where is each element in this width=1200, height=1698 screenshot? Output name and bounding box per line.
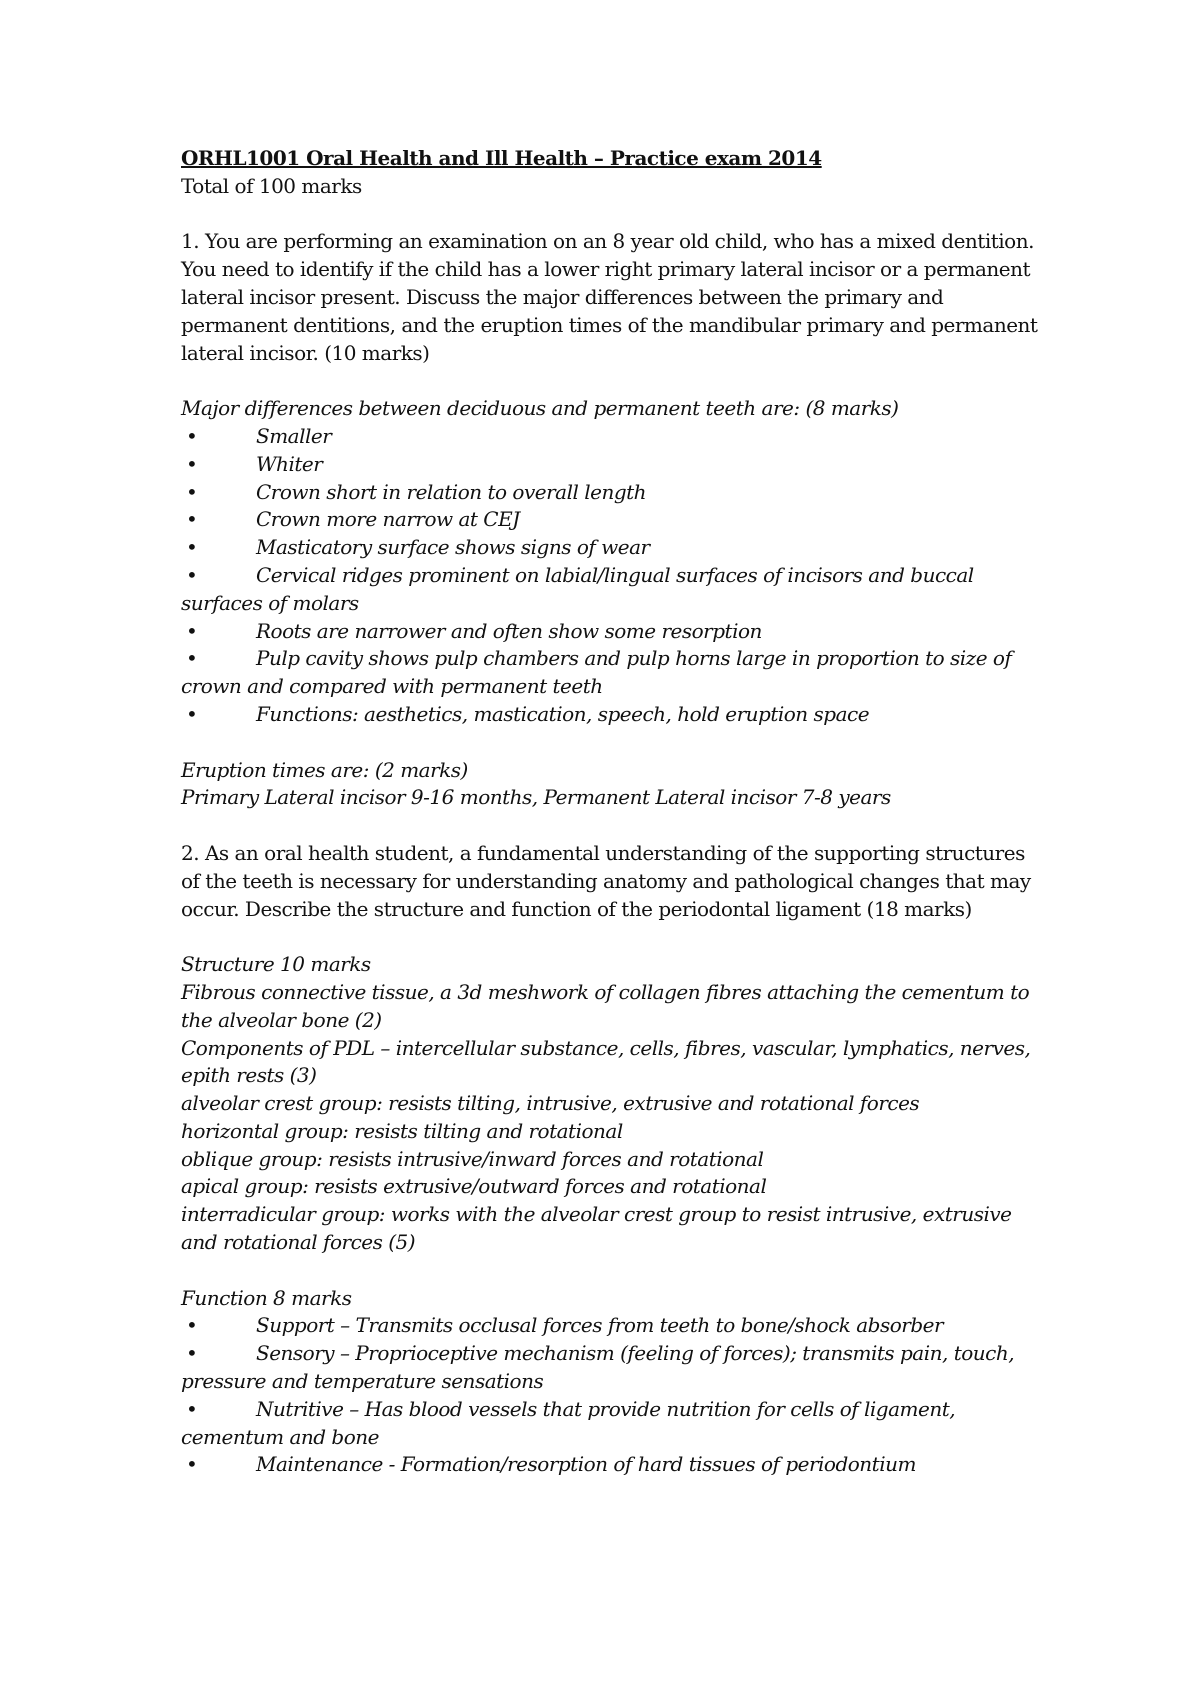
structure-line: apical group: resists extrusive/outward forces and rotational	[181, 1174, 767, 1199]
spacer	[181, 812, 1041, 840]
bullet-icon: •	[186, 535, 198, 560]
structure-line: horizontal group: resists tilting and rotational	[181, 1118, 623, 1143]
difference-item	[181, 562, 1041, 618]
bullet-icon: •	[186, 1396, 198, 1421]
structure-list	[181, 979, 1041, 1257]
structure-line: oblique group: resists intrusive/inward forces and rotational	[181, 1146, 764, 1171]
difference-item-text: Crown short in relation to overall length	[256, 479, 647, 504]
spacer	[181, 729, 1041, 757]
bullet-icon: •	[186, 479, 198, 504]
difference-item-text: Functions: aesthetics, mastication, speech, hold eruption space	[256, 701, 870, 726]
difference-item-text: Smaller	[256, 423, 332, 448]
difference-item-text: Pulp cavity shows pulp chambers and pulp horns large in proportion to size of crown and compared with permanent teeth	[181, 646, 1012, 699]
bullet-icon: •	[186, 562, 198, 587]
difference-item	[181, 423, 1041, 451]
function-item-text: Support – Transmits occlusal forces from teeth to bone/shock absorber	[256, 1313, 944, 1338]
spacer	[181, 201, 1041, 229]
bullet-icon: •	[186, 1452, 198, 1477]
difference-item	[181, 618, 1041, 646]
difference-item	[181, 534, 1041, 562]
bullet-icon: •	[186, 646, 198, 671]
function-item-text: Sensory – Proprioceptive mechanism (feeling of forces); transmits pain, touch, pressure and temperature sensations	[181, 1341, 1015, 1394]
structure-heading: Structure 10 marks	[181, 952, 371, 977]
bullet-icon: •	[186, 1341, 198, 1366]
eruption-answer: Primary Lateral incisor 9-16 months, Permanent Lateral incisor 7-8 years	[181, 785, 891, 810]
spacer	[181, 367, 1041, 395]
spacer	[181, 923, 1041, 951]
difference-item-text: Cervical ridges prominent on labial/lingual surfaces of incisors and buccal surfaces of molars	[181, 562, 974, 615]
bullet-icon: •	[186, 701, 198, 726]
difference-item	[181, 506, 1041, 534]
spacer	[181, 1257, 1041, 1285]
difference-item-text: Crown more narrow at CEJ	[256, 507, 520, 532]
bullet-icon: •	[186, 423, 198, 448]
function-item	[181, 1340, 1041, 1396]
structure-line: Fibrous connective tissue, a 3d meshwork of collagen fibres attaching the cementum to the alveolar bone (2)	[181, 979, 1030, 1032]
total-marks: Total of 100 marks	[181, 173, 362, 198]
difference-item-text: Masticatory surface shows signs of wear	[256, 535, 650, 560]
structure-line: alveolar crest group: resists tilting, intrusive, extrusive and rotational forces	[181, 1091, 920, 1116]
bullet-icon: •	[186, 507, 198, 532]
function-heading: Function 8 marks	[181, 1285, 352, 1310]
eruption-heading: Eruption times are: (2 marks)	[181, 757, 468, 782]
function-item	[181, 1312, 1041, 1340]
differences-heading: Major differences between deciduous and permanent teeth are: (8 marks)	[181, 396, 899, 421]
question-1: 1. You are performing an examination on an 8 year old child, who has a mixed dentition. You need to identify if the child has a lower right primary lateral incisor or a permanent lateral incisor present. Discuss the major differences between the primary and permanent dentitions, and the eruption times of the mandibular primary and permanent lateral incisor. (10 marks)	[181, 229, 1038, 365]
structure-line: Components of PDL – intercellular substance, cells, fibres, vascular, lymphatics, nerves, epith rests (3)	[181, 1035, 1031, 1088]
difference-item-text: Whiter	[256, 451, 323, 476]
difference-item	[181, 701, 1041, 729]
difference-item	[181, 479, 1041, 507]
function-item	[181, 1451, 1041, 1479]
document-title: ORHL1001 Oral Health and Ill Health – Practice exam 2014	[181, 146, 822, 170]
bullet-icon: •	[186, 1313, 198, 1338]
difference-item	[181, 451, 1041, 479]
bullet-icon: •	[186, 618, 198, 643]
function-item	[181, 1396, 1041, 1452]
question-2: 2. As an oral health student, a fundamental understanding of the supporting structures of the teeth is necessary for understanding anatomy and pathological changes that may occur. Describe the structure and function of the periodontal ligament (18 marks)	[181, 840, 1031, 921]
function-item-text: Nutritive – Has blood vessels that provide nutrition for cells of ligament, cementum and bone	[181, 1396, 956, 1449]
differences-list	[181, 423, 1041, 729]
bullet-icon: •	[186, 451, 198, 476]
difference-item	[181, 645, 1041, 701]
structure-line: interradicular group: works with the alveolar crest group to resist intrusive, extrusive and rotational forces (5)	[181, 1202, 1012, 1255]
function-list	[181, 1312, 1041, 1479]
difference-item-text: Roots are narrower and often show some resorption	[256, 618, 762, 643]
document-page	[181, 145, 1041, 1479]
function-item-text: Maintenance - Formation/resorption of hard tissues of periodontium	[256, 1452, 916, 1477]
